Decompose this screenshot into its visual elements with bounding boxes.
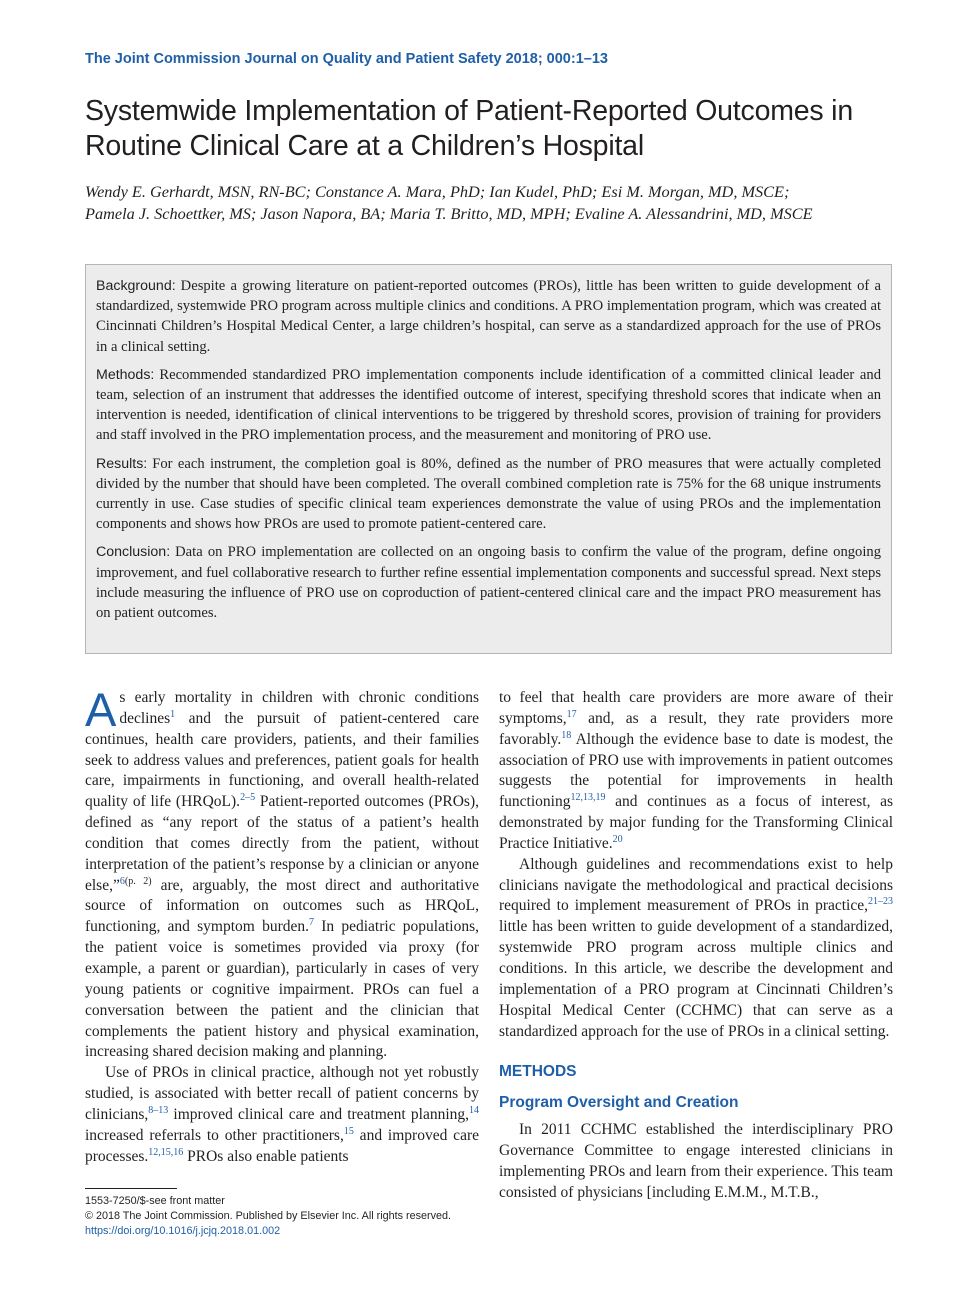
footnote — [85, 1194, 485, 1239]
citation-link[interactable]: 8–13 — [148, 1104, 169, 1116]
subsection-heading: Program Oversight and Creation — [499, 1094, 739, 1112]
abstract-methods-text: Recommended standardized PRO implementation components include identification of a committed clinical leader and team, selection of an instrument that addresses the identified outcome of interest, specifying threshold scores that indicate when an intervention is needed, identification of clinical interventions to be triggered by threshold scores, provision of training for providers and staff involved in the PRO implementation process, and the measurement and monitoring of PRO use. — [96, 366, 881, 444]
intro-paragraph-2 — [85, 1063, 479, 1167]
journal-citation: The Joint Commission Journal on Quality and Patient Safety 2018; 000:1–13 — [85, 51, 608, 67]
author-line-2: Pamela J. Schoettker, MS; Jason Napora, BA; Maria T. Britto, MD, MPH; Evaline A. Alessandrini, MD, MSCE — [85, 204, 813, 223]
footnote-divider — [85, 1188, 177, 1189]
copyright-line: © 2018 The Joint Commission. Published by Elsevier Inc. All rights reserved. — [85, 1210, 452, 1222]
body-text: are, arguably, the most direct and authoritative source of information on outcomes such as HRQoL, functioning, and symptom burden. — [85, 876, 479, 936]
abstract-conclusion-text: Data on PRO implementation are collected on an ongoing basis to confirm the value of the program, define ongoing improvement, and fuel collaborative research to further refine essential implementation components and successful spread. Next steps include measuring the influence of PRO use on coproduction of patient-centered clinical care and the impact PRO measurement has on patient outcomes. — [96, 544, 881, 622]
citation-link[interactable]: 14 — [469, 1104, 479, 1116]
abstract-background — [96, 276, 881, 357]
abstract-results — [96, 454, 881, 535]
citation-link[interactable]: 20 — [612, 833, 623, 845]
author-line-1: Wendy E. Gerhardt, MSN, RN-BC; Constance A. Mara, PhD; Ian Kudel, PhD; Esi M. Morgan, MD, MSCE; — [85, 182, 790, 201]
citation-link[interactable]: 12,13,19 — [570, 792, 606, 804]
citation-link[interactable]: 2–5 — [240, 792, 256, 804]
citation-link[interactable]: 17 — [566, 708, 577, 720]
body-text: Although the evidence base to date is modest, the association of PRO use with improvements in patient outcomes suggests the potential for improvements in health functioning — [499, 730, 893, 811]
citation-link[interactable]: 1 — [170, 708, 176, 720]
intro-paragraph-1 — [85, 683, 479, 1063]
abstract-box — [85, 264, 892, 654]
body-column-left — [85, 683, 479, 1167]
body-text: and the pursuit of patient-centered care continues, health care providers, patients, and their families seek to address values and preferences, patient goals for health care, impairments in functioning, and overall health-related quality of life (HRQoL). — [85, 709, 479, 811]
body-text: improved clinical care and treatment planning, — [168, 1105, 469, 1123]
abstract-methods-heading: Methods: — [96, 366, 155, 383]
body-text: and continues as a focus of interest, as demonstrated by major funding for the Transforming Clinical Practice Initiative. — [499, 793, 893, 852]
citation-page: (p. 2) — [124, 875, 152, 887]
citation-link[interactable]: 21–23 — [868, 896, 893, 908]
abstract-results-heading: Results: — [96, 455, 148, 472]
body-text: s early mortality in children with chronic conditions declines — [119, 689, 479, 727]
abstract-background-heading: Background: — [96, 278, 176, 294]
body-text: to feel that health care providers are more aware of their symptoms, — [499, 689, 893, 727]
intro-paragraph-3 — [499, 688, 893, 855]
abstract-background-text: Despite a growing literature on patient-reported outcomes (PROs), little has been written to guide development of a standardized, systemwide PRO program across multiple clinics and conditions. A PRO implementation program, which was created at Cincinnati Children’s Hospital Medical Center, a large children’s hospital, can serve as a standardized approach for the use of PROs in a clinical setting. — [96, 278, 881, 355]
citation-link[interactable]: 18 — [561, 729, 572, 741]
body-text: Although guidelines and recommendations exist to help clinicians navigate the methodological and practical decisions required to implement measurement of PROs in practice, — [499, 855, 893, 915]
body-text: increased referrals to other practitioners, — [85, 1126, 344, 1144]
section-heading-methods: METHODS — [499, 1063, 577, 1081]
body-text: Use of PROs in clinical practice, although not yet robustly studied, is associated with better recall of patient concerns by clinicians, — [85, 1064, 479, 1123]
abstract-results-text: For each instrument, the completion goal is 80%, defined as the number of PRO measures that were actually completed divided by the number that should have been completed. The overall combined completion rate is 75% for the 68 unique instruments currently in use. Case studies of specific clinical team experiences demonstrate the value of using PROs and the implementation components and shows how PROs are used to promote patient-centered care. — [96, 455, 881, 533]
citation-link[interactable]: 6 — [119, 875, 125, 887]
body-text: and, as a result, they rate providers more favorably. — [499, 709, 893, 748]
intro-paragraph-4 — [499, 855, 893, 1043]
body-text: little has been written to guide development of a standardized, systemwide PRO program across multiple clinics and conditions. In this article, we describe the development and implementation of a PRO program at Cincinnati Children’s Hospital Medical Center (CCHMC) that can serve as a standardized approach for the use of PROs in a clinical setting. — [499, 918, 893, 1040]
citation-link[interactable]: 7 — [309, 917, 314, 929]
abstract-conclusion-heading: Conclusion: — [96, 544, 171, 561]
doi-link[interactable]: https://doi.org/10.1016/j.jcjq.2018.01.002 — [85, 1225, 281, 1237]
body-text: In pediatric populations, the patient voice is sometimes provided via proxy (for example, a parent or guardian), particularly in cases of very young patients or cognitive impairment. PROs can fuel a conversation between the patient and the clinician that complements the patient history and physical examination, increasing shared decision making and planning. — [85, 918, 479, 1061]
abstract-methods — [96, 365, 881, 446]
issn-line: 1553-7250/$-see front matter — [85, 1195, 225, 1207]
author-list — [85, 181, 905, 225]
citation-link[interactable]: 15 — [343, 1125, 354, 1137]
citation-link[interactable]: 12,15,16 — [148, 1146, 184, 1158]
body-text: and improved care processes. — [85, 1126, 479, 1165]
drop-cap: A — [85, 683, 117, 736]
body-text: PROs also enable patients — [183, 1147, 349, 1165]
body-column-right — [499, 688, 893, 1203]
article-title: Systemwide Implementation of Patient-Reported Outcomes in Routine Clinical Care at a Children’s Hospital — [85, 95, 853, 162]
body-text: Patient-reported outcomes (PROs), defined as “any report of the status of a patient’s health condition that comes directly from the patient, without interpretation of the patient’s response by a clinician or anyone else,” — [85, 793, 479, 894]
abstract-conclusion — [96, 542, 881, 623]
methods-paragraph-1: In 2011 CCHMC established the interdisciplinary PRO Governance Committee to engage interested clinicians in implementing PROs and learn from their experience. This team consisted of physicians [including E.M.M., M.T.B., — [499, 1121, 893, 1201]
